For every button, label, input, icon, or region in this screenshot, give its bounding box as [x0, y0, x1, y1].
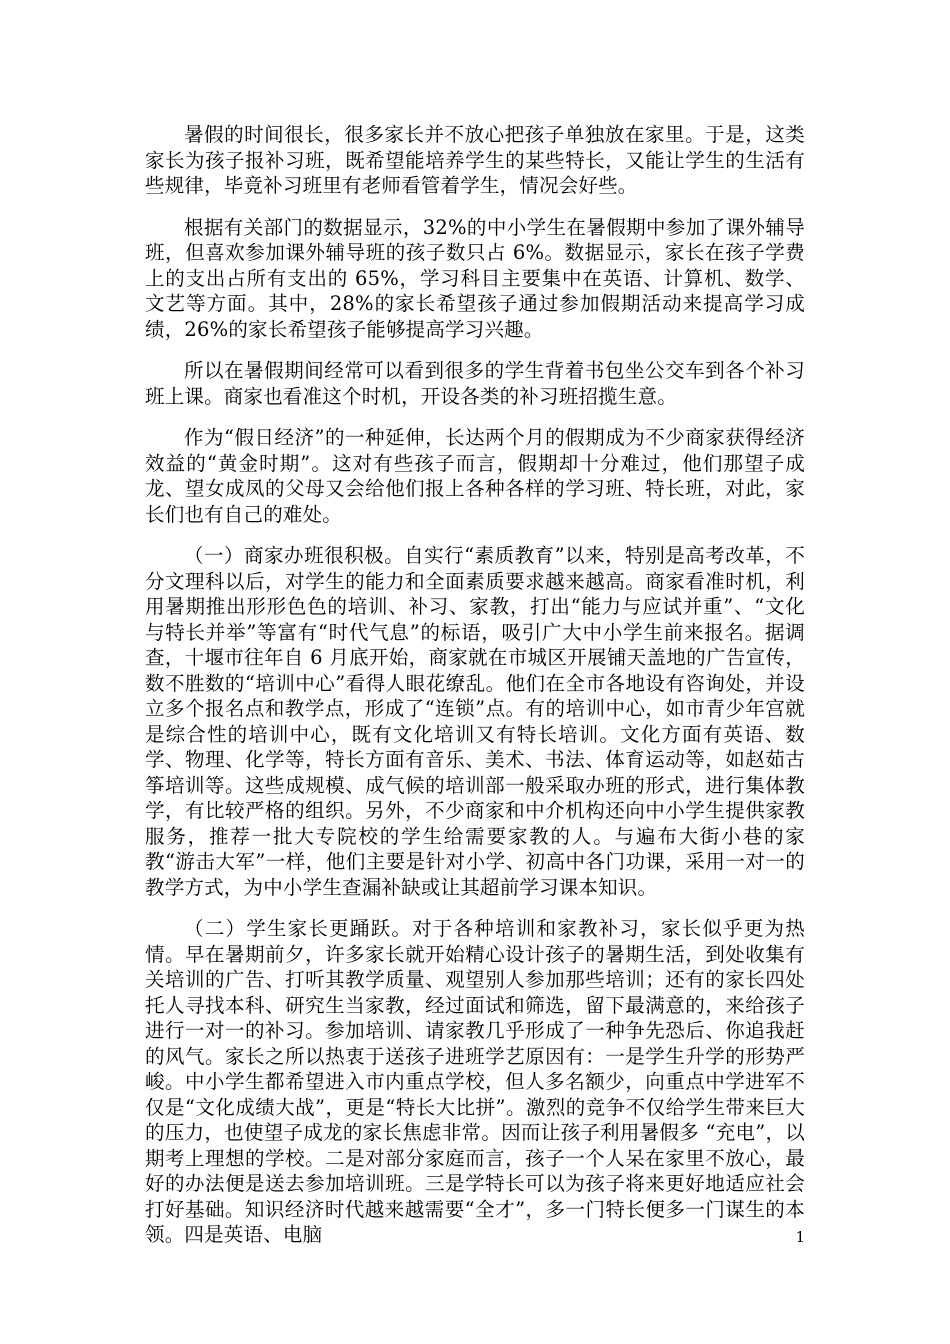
document-body [145, 122, 805, 1264]
paragraph-2: 根据有关部门的数据显示，32%的中小学生在暑假期中参加了课外辅导班，但喜欢参加课外辅导班的孩子数只占 6%。数据显示，家长在孩子学费上的支出占所有支出的 65%，学习科目主要集中在英语、计算机、数学、文艺等方面。其中，28%的家长希望孩子通过参加假期活动来提高学习成绩，26%的家长希望孩子能够提高学习兴趣。 [145, 215, 805, 341]
paragraph-3: 所以在暑假期间经常可以看到很多的学生背着书包坐公交车到各个补习班上课。商家也看准这个时机，开设各类的补习班招揽生意。 [145, 359, 805, 408]
paragraph-4: 作为“假日经济”的一种延伸，长达两个月的假期成为不少商家获得经济效益的“黄金时期”。这对有些孩子而言，假期却十分难过，他们那望子成龙、望女成凤的父母又会给他们报上各种各样的学习班、特长班，对此，家长们也有自己的难处。 [145, 426, 805, 526]
paragraph-5: （一）商家办班很积极。自实行“素质教育”以来，特别是高考改革，不分文理科以后，对学生的能力和全面素质要求越来越高。商家看准时机，利用暑期推出形形色色的培训、补习、家教，打出“能力与应试并重”、“文化与特长并举”等富有“时代气息”的标语，吸引广大中小学生前来报名。据调查，十堰市往年自 6 月底开始，商家就在市城区开展铺天盖地的广告宣传，数不胜数的“培训中心”看得人眼花缭乱。他们在全市各地设有咨询处，并设立多个报名点和教学点，形成了“连锁”点。有的培训中心，如市青少年宫就是综合性的培训中心，既有文化培训又有特长培训。文化方面有英语、数学、物理、化学等，特长方面有音乐、美术、书法、体育运动等，如赵茹古筝培训等。这些成规模、成气候的培训部一般采取办班的形式，进行集体教学，有比较严格的组织。另外，不少商家和中介机构还向中小学生提供家教服务，推荐一批大专院校的学生给需要家教的人。与遍布大街小巷的家教“游击大军”一样，他们主要是针对小学、初高中各门功课，采用一对一的教学方式，为中小学生查漏补缺或让其超前学习课本知识。 [145, 544, 805, 899]
paragraph-6: （二）学生家长更踊跃。对于各种培训和家教补习，家长似乎更为热情。早在暑期前夕，许多家长就开始精心设计孩子的暑期生活，到处收集有关培训的广告、打听其教学质量、观望别人参加那些培训；还有的家长四处托人寻找本科、研究生当家教，经过面试和筛选，留下最满意的，来给孩子进行一对一的补习。参加培训、请家教几乎形成了一种争先恐后、你追我赶的风气。家长之所以热衷于送孩子进班学艺原因有：一是学生升学的形势严峻。中小学生都希望进入市内重点学校，但人多名额少，向重点中学进军不仅是“文化成绩大战”，更是“特长大比拼”。激烈的竞争不仅给学生带来巨大的压力，也使望子成龙的家长焦虑非常。因而让孩子利用暑假多 “充电”，以期考上理想的学校。二是对部分家庭而言，孩子一个人呆在家里不放心，最好的办法便是送去参加培训班。三是学特长可以为孩子将来更好地适应社会打好基础。知识经济时代越来越需要“全才”，多一门特长便多一门谋生的本领。四是英语、电脑 [145, 917, 805, 1246]
paragraph-1: 暑假的时间很长，很多家长并不放心把孩子单独放在家里。于是，这类家长为孩子报补习班，既希望能培养学生的某些特长，又能让学生的生活有些规律，毕竟补习班里有老师看管着学生，情况会好些。 [145, 123, 805, 197]
page-number: 1 [795, 1228, 805, 1246]
